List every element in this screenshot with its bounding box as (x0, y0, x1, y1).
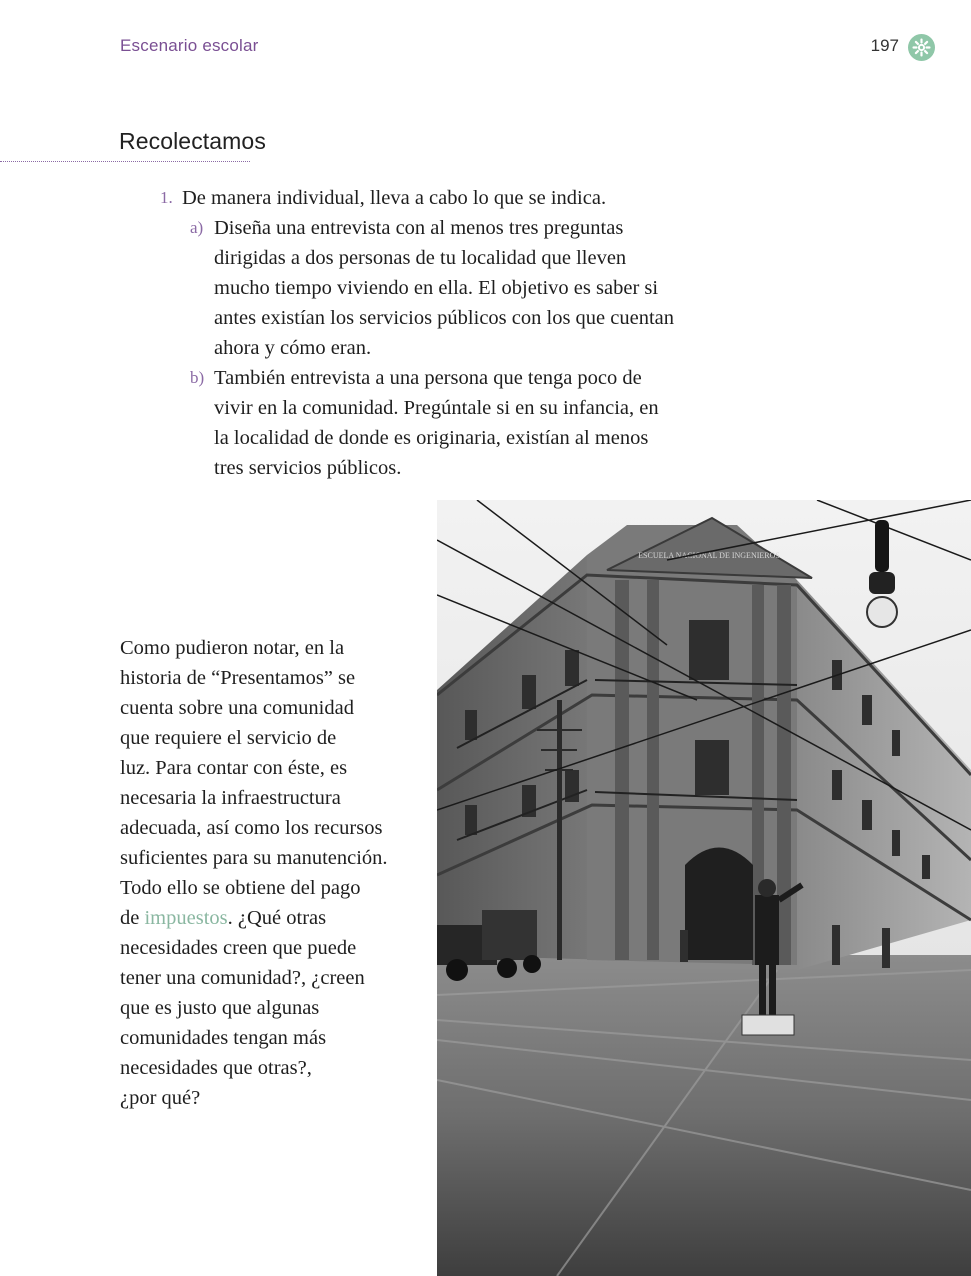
pediment-inscription: ESCUELA NACIONAL DE INGENIEROS (638, 551, 780, 560)
body-line: luz. Para contar con éste, es (120, 757, 348, 779)
body-line: que requiere el servicio de (120, 727, 337, 749)
subitem-line: antes existían los servicios públicos con los que cuentan (214, 307, 675, 329)
subitem-line: vivir en la comunidad. Pregúntale si en su infancia, en (214, 397, 659, 419)
glossary-suffix: . ¿Qué otras (227, 907, 327, 929)
glossary-term-impuestos[interactable]: impuestos (144, 907, 228, 929)
body-line: comunidades tengan más (120, 1027, 327, 1049)
utility-pole (557, 700, 562, 960)
body-line: cuenta sobre una comunidad (120, 697, 354, 719)
activity-number: 1. (160, 188, 173, 207)
street (437, 955, 971, 1276)
body-line: adecuada, así como los recursos (120, 817, 383, 839)
subitem-line: También entrevista a una persona que tenga poco de (214, 367, 642, 389)
subitem-line: la localidad de donde es originaria, existían al menos (214, 427, 649, 449)
page-number: 197 (870, 36, 899, 55)
body-line: necesidades creen que puede (120, 937, 357, 959)
body-line: historia de “Presentamos” se (120, 667, 356, 689)
body-line-glossary (120, 903, 420, 933)
subitem-letter: b) (190, 368, 205, 387)
subitem-line: Diseña una entrevista con al menos tres preguntas (214, 217, 624, 239)
body-line: Todo ello se obtiene del pago (120, 877, 361, 899)
subitem-line: mucho tiempo viviendo en ella. El objetivo es saber si (214, 277, 659, 299)
body-line: tener una comunidad?, ¿creen (120, 967, 365, 989)
subitem-line: dirigidas a dos personas de tu localidad que lleven (214, 247, 627, 269)
subitem-line: tres servicios públicos. (214, 457, 402, 479)
arched-doorway (685, 848, 753, 961)
body-line: Como pudieron notar, en la (120, 637, 345, 659)
historic-street-photo (437, 500, 971, 1276)
body-line: suficientes para su manutención. (120, 847, 388, 869)
section-divider (0, 161, 250, 162)
section-title: Recolectamos (119, 128, 266, 154)
body-line: necesidades que otras?, (120, 1057, 312, 1079)
glossary-prefix: de (120, 907, 145, 929)
activity-instruction: De manera individual, lleva a cabo lo que se indica. (182, 187, 607, 209)
body-paragraph (120, 633, 420, 1113)
running-head: Escenario escolar (120, 36, 259, 55)
subitem-letter: a) (190, 218, 204, 237)
body-line: necesaria la infraestructura (120, 787, 341, 809)
subitem-line: ahora y cómo eran. (214, 337, 372, 359)
sun-gear-icon (908, 34, 935, 61)
body-line: ¿por qué? (120, 1087, 201, 1109)
body-line: que es justo que algunas (120, 997, 320, 1019)
